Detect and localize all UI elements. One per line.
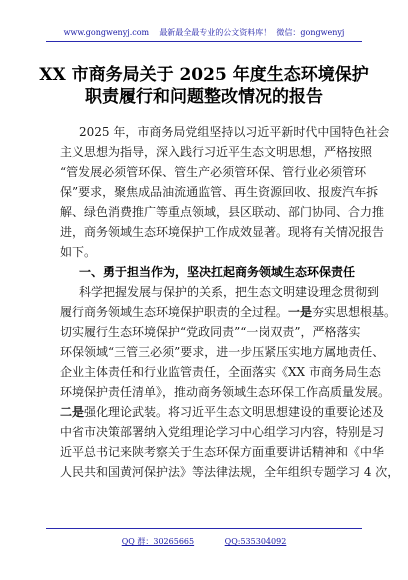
body-line: 2025 年，市商务局党组坚持以习近平新时代中国特色社会 — [79, 125, 390, 139]
body-text: 履行商务领域生态环境保护职责的全过程。 — [60, 305, 289, 319]
header-slogan: 最新最全最专业的公文资料库！ — [159, 28, 272, 37]
body-line — [60, 404, 385, 420]
body-text: 强化理论武装。将习近平生态文明思想建设的重要论述及 — [84, 405, 385, 419]
footer-divider — [46, 528, 362, 529]
body-line: 解、绿色消费推广等重点领域，县区联动、部门协同、合力推 — [60, 205, 385, 219]
header-wechat: 微信：gongwenyj — [276, 28, 345, 37]
body-line: 环境保护责任清单》，推动商务领域生态环保工作高质量发展。 — [60, 385, 391, 399]
body-line: 进，商务领域生态环境保护工作成效显著。现将有关情况报告 — [60, 225, 385, 239]
body-line: 企业主体责任和行业监管责任，全面落实《XX 市商务局生态 — [60, 365, 381, 379]
body-line — [60, 304, 397, 320]
body-line: 切实履行生态环境保护“党政同责”“一岗双责”，严格落实 — [60, 325, 361, 339]
section-heading: 一、勇于担当作为，坚决扛起商务领域生态环保责任 — [79, 265, 356, 279]
header-text — [0, 27, 408, 38]
body-line: 主义思想为指导，深入践行习近平生态文明思想，严格按照 — [60, 145, 373, 159]
body-line: “管发展必须管环保、管生产必须管环保、管行业必须管环 — [60, 165, 367, 179]
point-marker: 二是 — [60, 405, 85, 419]
page-footer — [0, 536, 408, 547]
body-text: 夯实思想根基。 — [312, 305, 397, 319]
page-header — [0, 0, 408, 50]
document-title-line-2: 职责履行和问题整改情况的报告 — [85, 87, 323, 107]
footer-qq-group[interactable]: QQ 群：30265665 — [121, 537, 195, 546]
document-title-line-1: XX 市商务局关于 2025 年度生态环境保护 — [39, 65, 369, 85]
body-line: 近平总书记来陕考察关于生态环保方面重要讲话精神和《中华 — [60, 445, 385, 459]
body-line: 保”要求，聚焦成品油流通监管、再生资源回收、报废汽车拆 — [60, 185, 379, 199]
body-line: 中省市决策部署纳入党组理论学习中心组学习内容，特别是习 — [60, 425, 385, 439]
body-line: 如下。 — [60, 245, 97, 259]
header-website[interactable]: www.gongwenyj.com — [63, 28, 150, 37]
body-line: 人民共和国黄河保护法》等法律法规，全年组织专题学习 4 次， — [60, 465, 400, 479]
header-divider — [46, 41, 362, 42]
point-marker: 一是 — [288, 305, 313, 319]
body-line: 科学把握发展与保护的关系，把生态文明建设理念贯彻到 — [79, 285, 380, 299]
footer-qq-contact[interactable]: QQ:535304092 — [224, 537, 287, 546]
body-line: 环保领域“三管三必须”要求，进一步压紧压实地方属地责任、 — [60, 345, 385, 359]
